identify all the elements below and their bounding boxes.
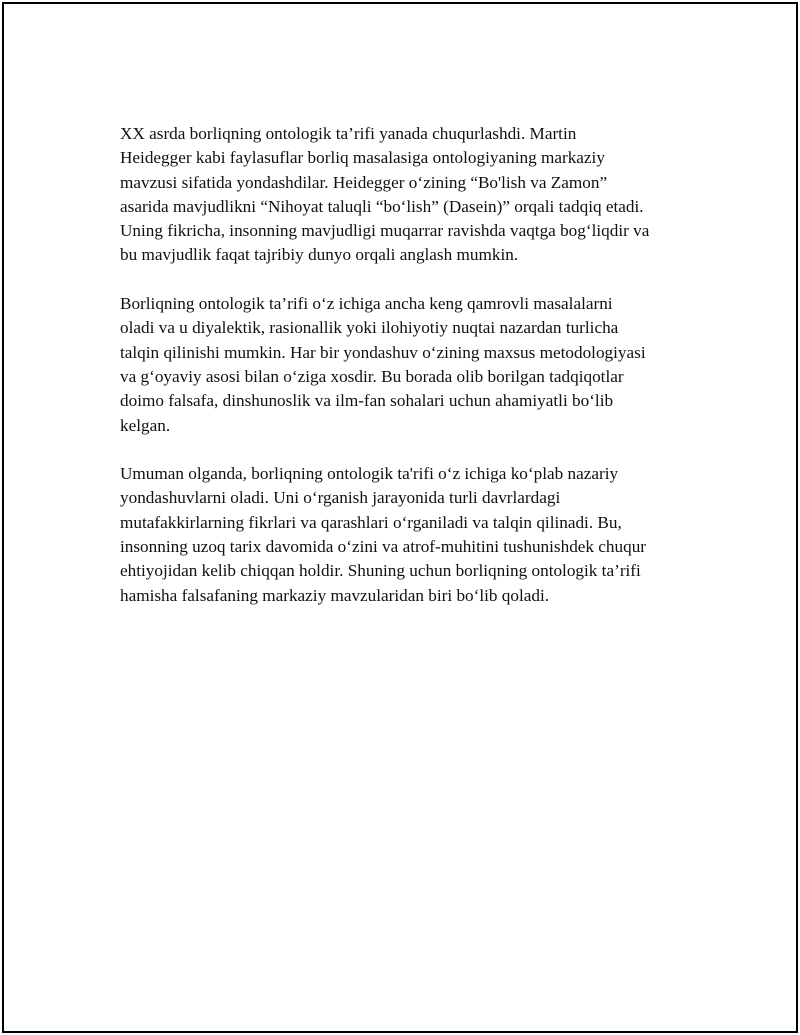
text-line: Heidegger kabi faylasuflar borliq masalasiga ontologiyaning markaziy [120,148,605,168]
text-line: yondashuvlarni oladi. Uni o‘rganish jarayonida turli davrlardagi [120,488,561,508]
document-page [2,2,798,1033]
text-line: XX asrda borliqning ontologik ta’rifi yanada chuqurlashdi. Martin [120,124,577,143]
text-line: asarida mavjudlikni “Nihoyat taluqli “bo‘lish” (Dasein)” orqali tadqiq etadi. [120,196,644,216]
document-body [120,122,694,632]
text-line: hamisha falsafaning markaziy mavzularidan biri bo‘lib qoladi. [120,585,550,605]
text-line: va g‘oyaviy asosi bilan o‘ziga xosdir. Bu borada olib borilgan tadqiqotlar [120,366,624,386]
text-line: Umuman olganda, borliqning ontologik ta'rifi o‘z ichiga ko‘plab nazariy [120,464,619,484]
text-line: ehtiyojidan kelib chiqqan holdir. Shuning uchun borliqning ontologik ta’rifi [120,561,641,581]
text-line: Uning fikricha, insonning mavjudligi muqarrar ravishda vaqtga bog‘liqdir va [120,221,650,241]
text-line: bu mavjudlik faqat tajribiy dunyo orqali anglash mumkin. [120,245,519,265]
text-line: oladi va u diyalektik, rasionallik yoki ilohiyotiy nuqtai nazardan turlicha [120,318,619,338]
paragraph [120,122,694,268]
text-line: insonning uzoq tarix davomida o‘zini va atrof-muhitini tushunishdek chuqur [120,537,647,557]
text-line: doimo falsafa, dinshunoslik va ilm-fan sohalari uchun ahamiyatli bo‘lib [120,391,614,411]
text-line: mutafakkirlarning fikrlari va qarashlari o‘rganiladi va talqin qilinadi. Bu, [120,512,622,532]
paragraph [120,292,694,438]
text-line: Borliqning ontologik ta’rifi o‘z ichiga ancha keng qamrovli masalalarni [120,294,613,314]
text-line: mavzusi sifatida yondashdilar. Heidegger o‘zining “Bo'lish va Zamon” [120,172,608,192]
text-line: kelgan. [120,415,171,435]
text-line: talqin qilinishi mumkin. Har bir yondashuv o‘zining maxsus metodologiyasi [120,342,646,362]
paragraph [120,462,694,608]
